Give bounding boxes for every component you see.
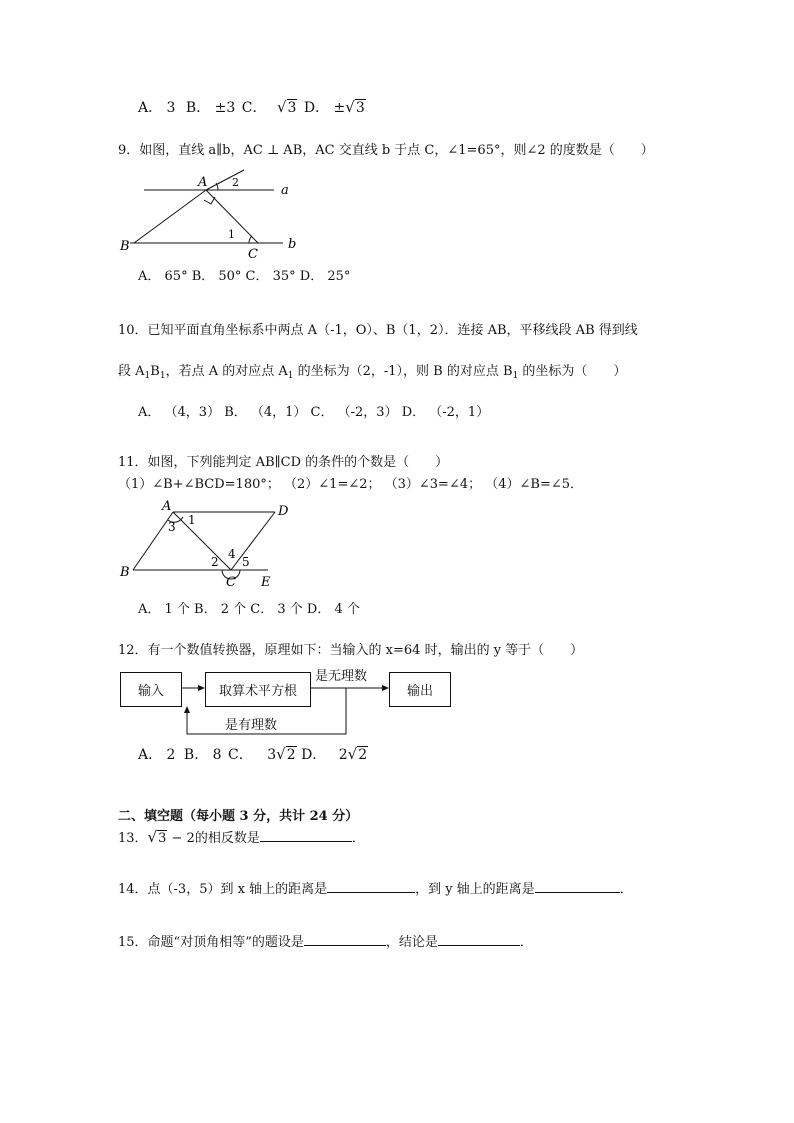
sqrt-3: √3 xyxy=(147,828,167,846)
flow-label-irrational: 是无理数 xyxy=(315,669,368,684)
q14: 14．点（-3，5）到 x 轴上的距离是 ，到 y 轴上的距离是 ． xyxy=(118,882,633,897)
segment-ab xyxy=(134,190,206,243)
q11-stem: 11．如图，下列能判定 AB∥CD 的条件的个数是（ ） xyxy=(118,455,449,470)
label-1: 1 xyxy=(188,513,196,527)
q10-options: A． （4，3） B． （4，1） C． （-2，3） D． （-2，1） xyxy=(138,405,490,420)
label-4: 4 xyxy=(228,547,236,561)
q9-stem: 9．如图，直线 a∥b，AC ⊥ AB，AC 交直线 b 于点 C，∠1=65°，则∠2 的度数是（ ） xyxy=(118,143,654,158)
label-1: 1 xyxy=(228,228,235,241)
q12-option-d: D． xyxy=(301,747,327,763)
flow-process-box: 取算术平方根 xyxy=(205,672,311,707)
flow-input-box: 输入 xyxy=(120,672,182,707)
label-C: C xyxy=(248,247,258,258)
sqrt-3: √3 xyxy=(345,98,365,116)
label-A: A xyxy=(162,500,172,514)
q14-answer-blank-x[interactable] xyxy=(327,880,415,893)
label-E: E xyxy=(261,575,271,590)
q11-options: A． 1 个 B． 2 个 C． 3 个 D． 4 个 xyxy=(138,602,360,617)
q15-answer-blank-conclusion[interactable] xyxy=(438,933,520,946)
label-B: B xyxy=(120,565,130,580)
label-A: A xyxy=(198,175,208,190)
label-D: D xyxy=(278,504,288,519)
label-2: 2 xyxy=(232,176,239,189)
q8-option-d: D． ± xyxy=(303,100,346,116)
flow-output-box: 输出 xyxy=(389,672,451,707)
q10-line1: 10．已知平面直角坐标系中两点 A（-1，O）、B（1，2）．连接 AB，平移线段 AB 得到线 xyxy=(118,323,638,338)
label-a: a xyxy=(281,183,289,198)
label-B: B xyxy=(120,239,130,254)
q11-figure xyxy=(118,500,288,590)
q13-answer-blank[interactable] xyxy=(260,829,352,842)
q10-line2: 段 $A_1B_1$，若点 A 的对应点 $A_1$ 的坐标为（2，-1），则 B 的对应点 $B_1$ 的坐标为（ ） xyxy=(118,364,627,381)
q8-options xyxy=(138,97,366,117)
sqrt-3: √3 xyxy=(276,98,297,116)
segment-cd xyxy=(231,512,275,570)
q14-answer-blank-y[interactable] xyxy=(535,880,620,893)
label-2: 2 xyxy=(211,555,219,569)
q13: 13．√3 − 2的相反数是 ． xyxy=(118,828,365,846)
flow-label-rational: 是有理数 xyxy=(225,718,278,733)
q12-option-a: A． 2 xyxy=(138,747,176,763)
q9-figure xyxy=(118,168,318,258)
q9-options: A． 65° B． 50° C． 35° D． 25° xyxy=(138,269,351,284)
label-3: 3 xyxy=(168,520,176,534)
section-2-title: 二、填空题（每小题 3 分，共计 24 分） xyxy=(118,809,359,824)
q15: 15．命题“对顶角相等”的题设是 ，结论是 ． xyxy=(118,935,533,950)
q12-option-b: B． 8 xyxy=(183,747,222,763)
q11-conditions: （1）∠B+∠BCD=180°； （2）∠1=∠2； （3）∠3=∠4； （4）∠B=∠5． xyxy=(118,477,584,492)
label-b: b xyxy=(288,237,297,252)
q12-option-c: C． xyxy=(228,747,253,763)
sqrt-2: √2 xyxy=(347,745,368,763)
segment-ab xyxy=(133,512,173,570)
sqrt-2: √2 xyxy=(276,745,296,763)
label-C: C xyxy=(226,575,236,590)
q8-option-c: C． xyxy=(241,100,267,116)
angle-1-arc xyxy=(249,236,252,243)
q8-option-b: B． ±3 xyxy=(185,100,236,116)
q8-option-a: A． 3 xyxy=(138,100,176,116)
q12-options: A． 2 B． 8 C． 3√2 D． 2√2 xyxy=(138,745,368,763)
label-5: 5 xyxy=(242,555,250,569)
q15-answer-blank-premise[interactable] xyxy=(304,933,386,946)
q12-stem: 12．有一个数值转换器，原理如下：当输入的 x=64 时，输出的 y 等于（ ） xyxy=(118,643,584,658)
segment-ac xyxy=(173,512,231,570)
